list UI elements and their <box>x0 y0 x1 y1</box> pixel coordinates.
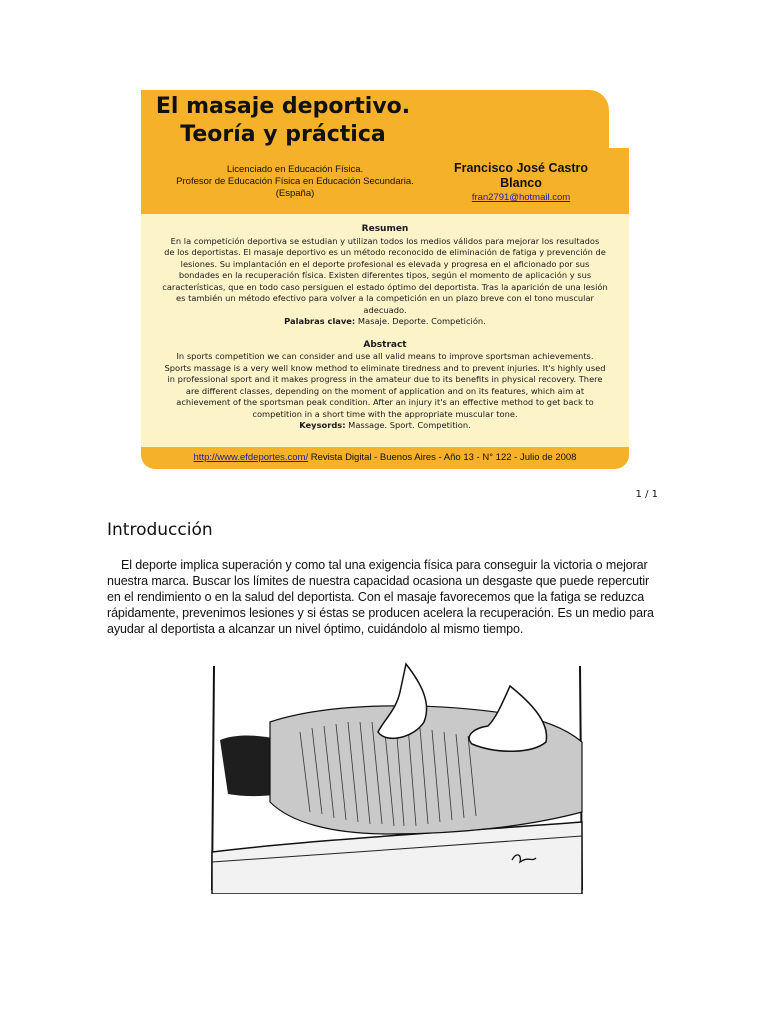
massage-illustration <box>210 662 584 894</box>
abstract-line: Sports massage is a very well know method to eliminate tiredness and to prevent injuries. It's highly used <box>164 362 606 373</box>
resumen-line: bondades en la recuperación física. Existen diferentes tipos, según el momento de aplicación y sus <box>178 270 592 280</box>
intro-line: en el rendimiento o en la salud del deportista. Con el masaje favorecemos que la fatiga se reduzca <box>107 590 645 604</box>
intro-heading: Introducción <box>107 520 213 540</box>
keywords-en <box>150 420 620 432</box>
resumen-line: es también un método efectivo para volver a la competición en un plazo breve con el tono muscular <box>176 293 594 303</box>
journal-info: Revista Digital - Buenos Aires - Año 13 - N° 122 - Julio de 2008 <box>308 452 577 463</box>
intro-line: El deporte implica superación y como tal una exigencia física para conseguir la victoria o mejorar <box>121 558 648 572</box>
intro-line: ayudar al deportista a alcanzar un nivel óptimo, cuidándolo al mismo tiempo. <box>107 622 524 636</box>
resumen-line: En la competición deportiva se estudian y utilizan todos los medios válidos para mejorar los resultados <box>170 235 600 246</box>
resumen-line: adecuado. <box>363 304 407 315</box>
resumen-line: características, que en todo caso persiguen el estado óptimo del deportista. Tras la aparición de una lesión <box>162 281 608 292</box>
credential-line: (España) <box>275 188 315 199</box>
abstract-line: are different classes, depending on the moment of application and on its features, which aim at <box>185 385 585 396</box>
abstract-line: competition in a short time with the appropriate muscular tone. <box>252 408 518 419</box>
title-line-1: El masaje deportivo. <box>155 94 411 119</box>
author-name-line-1: Francisco José Castro <box>453 161 589 175</box>
header-banner-tab <box>603 148 629 214</box>
title-line-2: Teoría y práctica <box>180 122 386 147</box>
abstract-content <box>150 224 620 432</box>
resumen-line: de los deportistas. El masaje deportivo es un método reconocido de eliminación de fatiga y prevención de <box>164 247 606 257</box>
resumen-heading: Resumen <box>361 224 409 234</box>
keywords-en-label: Keysords: <box>299 420 346 430</box>
page-indicator: 1 / 1 <box>635 489 658 500</box>
credential-line: Licenciado en Educación Física. <box>226 164 364 175</box>
resumen-line: lesiones. Su implantación en el deporte profesional es elevada y progresa en el aficionado por sus <box>180 258 590 269</box>
credential-line: Profesor de Educación Física en Educación Secundaria. <box>176 176 414 187</box>
keywords-es-value: Masaje. Deporte. Competición. <box>357 316 486 326</box>
journal-footer <box>141 452 629 463</box>
journal-link[interactable]: http://www.efdeportes.com/ <box>193 452 309 463</box>
abstract-line: achievement of the sportsman peak condition. After an injury it's an effective method to get back to <box>176 397 594 407</box>
author-name <box>436 161 606 191</box>
abstract-heading: Abstract <box>363 339 407 350</box>
intro-line: nuestra marca. Buscar los límites de nuestra capacidad ocasiona un desgaste que puede repercutir <box>107 574 650 588</box>
keywords-en-value: Massage. Sport. Competition. <box>348 420 471 430</box>
intro-paragraph <box>107 557 659 637</box>
article-title <box>141 93 425 149</box>
intro-line: rápidamente, prevenimos lesiones y si éstas se producen acelera la recuperación. Es un medio para <box>107 606 654 620</box>
abstract-line: in professional sport and it makes progress in the amateur due to its benefits in physical recovery. There <box>167 374 603 384</box>
abstract-line: In sports competition we can consider and use all valid means to improve sportsman achievements. <box>176 351 594 361</box>
author-credentials <box>160 164 430 200</box>
keywords-es <box>150 316 620 328</box>
keywords-es-label: Palabras clave: <box>284 316 356 326</box>
author-email-link[interactable]: fran2791@hotmail.com <box>471 192 571 203</box>
author-name-line-2: Blanco <box>500 176 542 190</box>
